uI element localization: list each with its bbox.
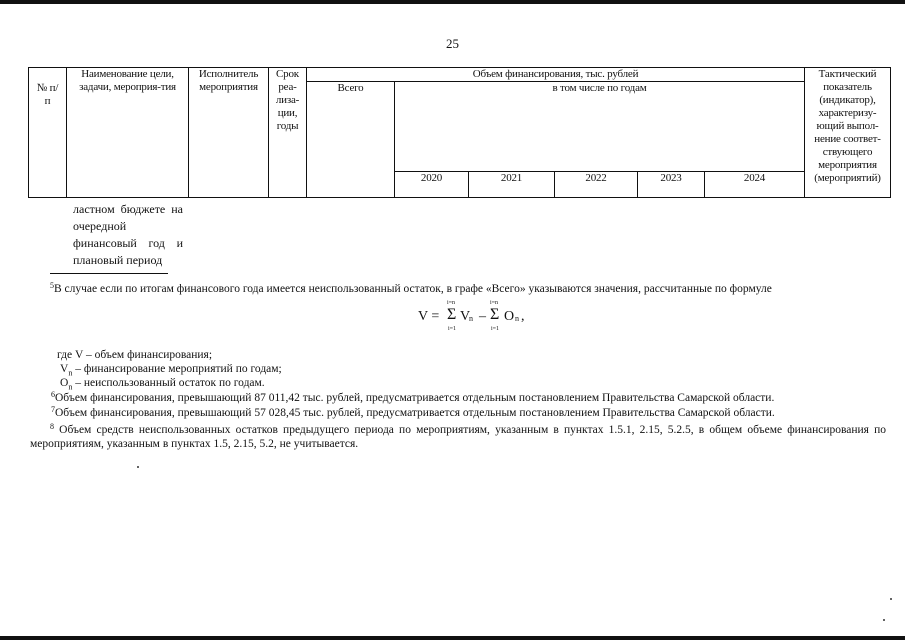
- header-col-financing: Объем финансирования, тыс. рублей: [307, 68, 805, 82]
- sum1-upper: i=n: [447, 300, 456, 306]
- formula-tail: ,: [521, 309, 525, 324]
- formula-term2: O: [504, 309, 515, 324]
- scan-speck: [137, 466, 139, 468]
- header-col-term: Срок реа-лиза-ции, годы: [269, 68, 307, 198]
- header-year-2023: 2023: [638, 172, 705, 198]
- header-col-total: Всего: [307, 82, 395, 198]
- footnote-separator: [50, 273, 168, 274]
- financing-table-header: [28, 67, 891, 198]
- header-col-by-years: в том числе по годам: [395, 82, 805, 172]
- continuation-text: ластном бюджете на очередной финансовый год и плановый период: [73, 202, 183, 267]
- formula: [418, 300, 558, 336]
- formula-term1-sub: n: [469, 314, 473, 323]
- footnote-5-mark: 5: [50, 281, 54, 290]
- footnote-6-text: Объем финансирования, превышающий 87 011,42 тыс. рублей, предусматривается отдельным постановлением Правительства Самарской области.: [55, 392, 775, 404]
- header-col-number: № п/п: [29, 68, 67, 198]
- page-number: 25: [446, 36, 459, 51]
- sum1-sigma: Σ: [447, 306, 457, 323]
- footnote-8: [30, 423, 886, 451]
- header-year-2024: 2024: [705, 172, 805, 198]
- sum2-sigma: Σ: [490, 306, 500, 323]
- footnote-7: [51, 406, 775, 420]
- scan-speck: [890, 598, 892, 600]
- footnote-5-text: В случае если по итогам финансового года имеется неиспользованный остаток, в графе «Всего» указываются значения, рассчитанные по формуле: [54, 283, 772, 295]
- scan-top-border: [0, 0, 905, 4]
- sum2-lower: i=1: [491, 326, 500, 332]
- header-col-executor: Исполнитель мероприятия: [189, 68, 269, 198]
- scan-bottom-border: [0, 636, 905, 640]
- footnote-6-mark: 6: [51, 390, 55, 399]
- header-year-2021: 2021: [469, 172, 555, 198]
- header-year-2022: 2022: [555, 172, 638, 198]
- sum1-lower: i=1: [448, 326, 457, 332]
- definition-on: $O_n$ – неиспользованный остаток по годам.: [60, 377, 265, 392]
- formula-lhs: V =: [418, 309, 440, 324]
- footnote-8-mark: 8: [50, 422, 54, 431]
- definition-vn: $V_n$ – финансирование мероприятий по годам;: [60, 363, 282, 378]
- footnote-8-text: Объем средств неиспользованных остатков предыдущего периода по мероприятиям, указанным в пунктах 1.5.1, 2.15, 5.2.5, в общем объеме финансирования по мероприятиям, указанным в пунктах 1.5, 2.15, 5.2, не учитывается.: [30, 424, 887, 450]
- header-year-2020: 2020: [395, 172, 469, 198]
- footnote-7-mark: 7: [51, 405, 55, 414]
- footnote-6: [51, 391, 774, 405]
- footnote-5: [50, 282, 772, 296]
- header-col-indicator: Тактический показатель (индикатор), характеризу-ющий выпол-нение соответ-ствующего мероприятия (мероприятий): [805, 68, 891, 198]
- formula-term1: V: [460, 309, 471, 324]
- footnote-7-text: Объем финансирования, превышающий 57 028,45 тыс. рублей, предусматривается отдельным постановлением Правительства Самарской области.: [55, 407, 775, 419]
- definition-v: где V – объем финансирования;: [57, 349, 213, 361]
- header-col-name: Наименование цели, задачи, мероприя-тия: [67, 68, 189, 198]
- formula-term2-sub: n: [515, 314, 519, 323]
- formula-minus: –: [479, 309, 486, 324]
- sum2-upper: i=n: [490, 300, 499, 306]
- scan-speck: [883, 619, 885, 621]
